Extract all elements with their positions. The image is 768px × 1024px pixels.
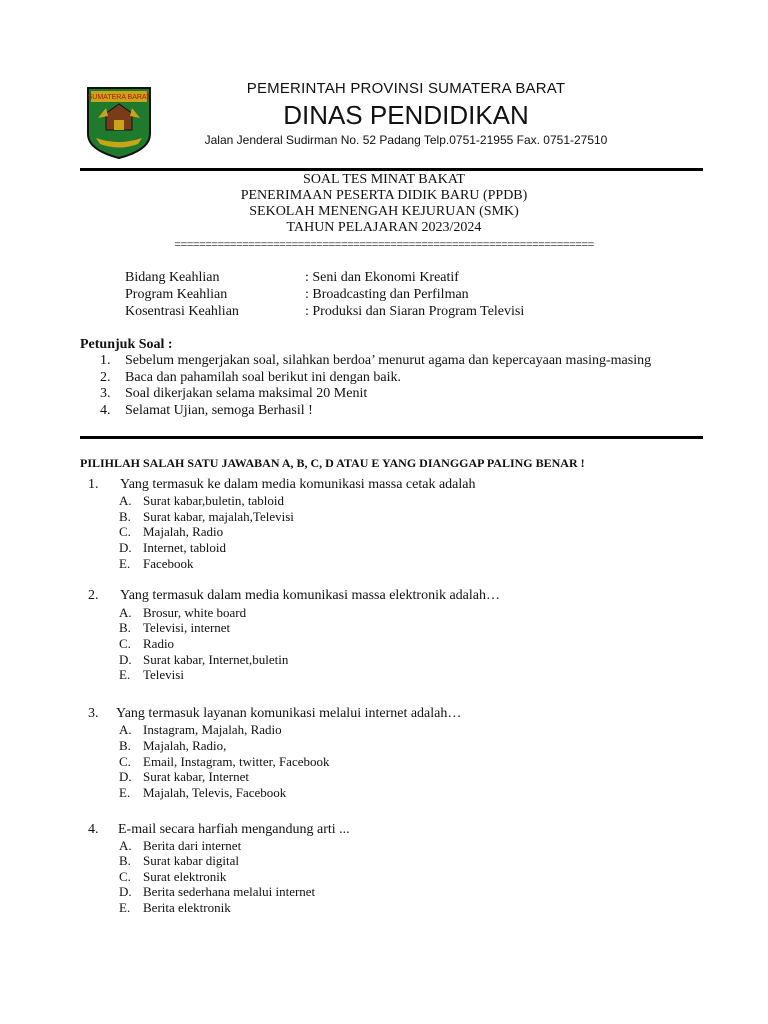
option-text: Majalah, Radio, (143, 738, 227, 753)
question (88, 477, 475, 493)
instruction-text: Sebelum mengerjakan soal, silahkan berdoa’ menurut agama dan kepercayaan masing-masing (125, 353, 652, 368)
header-divider (80, 168, 703, 171)
option-text: Surat kabar, Internet (143, 769, 249, 784)
answer-option (119, 869, 226, 885)
question-number: 3. (88, 706, 99, 721)
question-text: Yang termasuk layanan komunikasi melalui internet adalah… (116, 706, 462, 721)
option-letter: B. (119, 620, 131, 635)
info-value: : Seni dan Ekonomi Kreatif (305, 270, 459, 285)
question (88, 822, 350, 838)
info-value: : Broadcasting dan Perfilman (305, 287, 469, 302)
exam-title: SOAL TES MINAT BAKAT (303, 172, 465, 187)
instruction-text: Selamat Ujian, semoga Berhasil ! (125, 403, 313, 418)
instruction-item (100, 403, 313, 419)
question (88, 588, 500, 604)
question-number: 1. (88, 477, 99, 492)
answer-option (119, 754, 329, 770)
office-address: Jalan Jenderal Sudirman No. 52 Padang Telp.0751-21955 Fax. 0751-27510 (204, 133, 608, 147)
option-letter: A. (119, 493, 132, 508)
answer-option (119, 769, 249, 785)
answer-option (119, 636, 174, 652)
instruction-number: 4. (100, 403, 111, 418)
school-level: SEKOLAH MENENGAH KEJURUAN (SMK) (249, 204, 519, 219)
answer-option (119, 667, 184, 683)
option-letter: C. (119, 524, 131, 539)
option-text: Majalah, Televis, Facebook (143, 785, 287, 800)
instruction-number: 1. (100, 353, 111, 368)
question-number: 4. (88, 822, 99, 837)
option-letter: C. (119, 869, 131, 884)
answer-option (119, 785, 286, 801)
option-text: Facebook (143, 556, 194, 571)
answer-option (119, 605, 246, 621)
instruction-text: Baca dan pahamilah soal berikut ini dengan baik. (125, 370, 402, 385)
answer-option (119, 652, 288, 668)
instruction-item (100, 370, 401, 386)
info-label: Program Keahlian (125, 287, 228, 302)
option-text: Surat kabar,buletin, tabloid (143, 493, 285, 508)
instructions-heading: Petunjuk Soal : (80, 337, 173, 352)
info-row-field (125, 270, 459, 286)
info-label: Kosentrasi Keahlian (125, 304, 239, 319)
option-letter: A. (119, 722, 132, 737)
emblem-text: SUMATERA BARAT (87, 94, 151, 101)
answer-option (119, 738, 226, 754)
info-value: : Produksi dan Siaran Program Televisi (305, 304, 525, 319)
question-text: Yang termasuk dalam media komunikasi massa elektronik adalah… (120, 588, 500, 603)
info-row-concentration (125, 304, 524, 320)
question-text: Yang termasuk ke dalam media komunikasi massa cetak adalah (120, 477, 476, 492)
option-letter: B. (119, 509, 131, 524)
answer-option (119, 556, 194, 572)
answer-option (119, 524, 223, 540)
option-text: Berita elektronik (143, 900, 231, 915)
option-letter: C. (119, 754, 131, 769)
option-letter: B. (119, 853, 131, 868)
option-letter: E. (119, 556, 131, 571)
option-letter: B. (119, 738, 131, 753)
answer-directive: PILIHLAH SALAH SATU JAWABAN A, B, C, D ATAU E YANG DIANGGAP PALING BENAR ! (80, 456, 585, 470)
option-text: Berita dari internet (143, 838, 242, 853)
answer-option (119, 884, 315, 900)
instruction-number: 2. (100, 370, 111, 385)
option-letter: C. (119, 636, 131, 651)
info-row-program (125, 287, 469, 303)
academic-year: TAHUN PELAJARAN 2023/2024 (286, 220, 482, 235)
option-text: Email, Instagram, twitter, Facebook (143, 754, 330, 769)
option-letter: D. (119, 540, 132, 555)
office-name: DINAS PENDIDIKAN (283, 100, 529, 130)
option-letter: D. (119, 652, 132, 667)
question-text: E-mail secara harfiah mengandung arti ... (118, 822, 350, 837)
question (88, 706, 461, 722)
option-text: Televisi, internet (143, 620, 231, 635)
instruction-text: Soal dikerjakan selama maksimal 20 Menit (125, 386, 368, 401)
option-letter: E. (119, 667, 131, 682)
government-name: PEMERINTAH PROVINSI SUMATERA BARAT (246, 80, 566, 97)
answer-option (119, 493, 284, 509)
answer-option (119, 853, 239, 869)
answer-option (119, 509, 294, 525)
option-text: Surat elektronik (143, 869, 227, 884)
option-text: Televisi (143, 667, 184, 682)
option-letter: D. (119, 884, 132, 899)
instruction-item (100, 386, 367, 402)
option-letter: D. (119, 769, 132, 784)
option-text: Radio (143, 636, 175, 651)
section-divider (80, 436, 703, 439)
option-text: Surat kabar, Internet,buletin (143, 652, 289, 667)
answer-option (119, 838, 241, 854)
instruction-item (100, 353, 651, 369)
option-text: Surat kabar, majalah,Televisi (143, 509, 294, 524)
info-label: Bidang Keahlian (125, 270, 220, 285)
separator-line: ==================================================================== (174, 237, 594, 251)
option-letter: E. (119, 785, 131, 800)
option-letter: A. (119, 605, 132, 620)
answer-option (119, 540, 226, 556)
option-text: Instagram, Majalah, Radio (143, 722, 282, 737)
option-letter: E. (119, 900, 131, 915)
option-letter: A. (119, 838, 132, 853)
option-text: Berita sederhana melalui internet (143, 884, 316, 899)
option-text: Internet, tabloid (143, 540, 227, 555)
instruction-number: 3. (100, 386, 111, 401)
answer-option (119, 722, 282, 738)
exam-subtitle: PENERIMAAN PESERTA DIDIK BARU (PPDB) (240, 188, 528, 203)
question-number: 2. (88, 588, 99, 603)
option-text: Majalah, Radio (143, 524, 224, 539)
answer-option (119, 620, 230, 636)
answer-option (119, 900, 231, 916)
option-text: Surat kabar digital (143, 853, 240, 868)
option-text: Brosur, white board (143, 605, 247, 620)
